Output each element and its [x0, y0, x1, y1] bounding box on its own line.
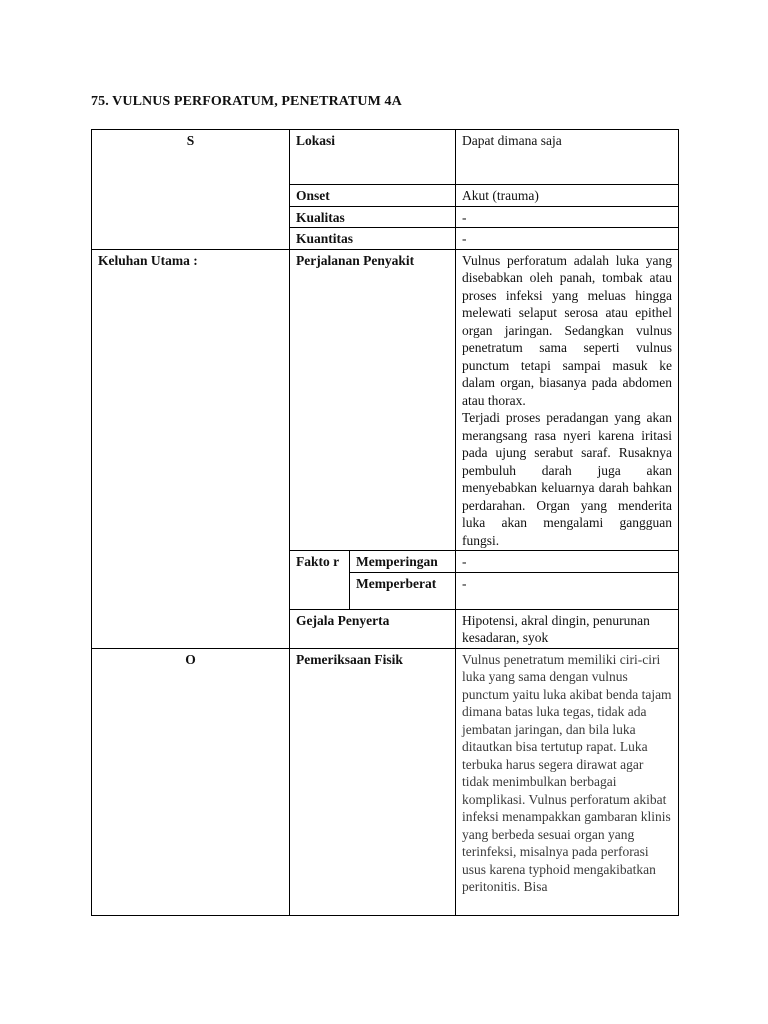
pemeriksaan-fisik-label: Pemeriksaan Fisik	[290, 648, 456, 915]
lokasi-label: Lokasi	[290, 130, 456, 185]
section-o-label: O	[92, 648, 290, 915]
pemeriksaan-fisik-value: Vulnus penetratum memiliki ciri-ciri luka yang sama dengan vulnus punctum yaitu luka akibat benda tajam dimana batas luka tegas, tidak ada jembatan jaringan, dan bila luka ditautkan bisa tertutup rapat. Luka terbuka harus segera dirawat agar tidak menimbulkan berbagai komplikasi. Vulnus perforatum akibat infeksi menampakkan gambaran klinis yang berbeda sesuai organ yang terinfeksi, misalnya pada perforasi usus karena typhoid mengakibatkan peritonitis. Bisa	[456, 648, 679, 915]
table-row	[92, 249, 679, 551]
memperingan-label: Memperingan	[350, 551, 456, 573]
kualitas-value: -	[456, 206, 679, 228]
soap-table	[91, 129, 679, 916]
lokasi-value: Dapat dimana saja	[456, 130, 679, 185]
perjalanan-paragraph-1: Vulnus perforatum adalah luka yang disebabkan oleh panah, tombak atau proses infeksi yang meluas hingga melewati selaput serosa atau epithel organ jaringan. Sedangkan vulnus penetratum sama seperti vulnus punctum tetapi sampai masuk ke dalam organ, biasanya pada abdomen atau thorax.	[462, 252, 672, 408]
onset-value: Akut (trauma)	[456, 185, 679, 207]
kuantitas-value: -	[456, 228, 679, 250]
perjalanan-penyakit-value	[456, 249, 679, 551]
keluhan-utama-label: Keluhan Utama :	[92, 249, 290, 648]
section-s-label: S	[92, 130, 290, 250]
memperberat-value: -	[456, 572, 679, 609]
gejala-penyerta-value: Hipotensi, akral dingin, penurunan kesadaran, syok	[456, 609, 679, 648]
table-row	[92, 648, 679, 915]
kuantitas-label: Kuantitas	[290, 228, 456, 250]
memperingan-value: -	[456, 551, 679, 573]
perjalanan-paragraph-2: Terjadi proses peradangan yang akan merangsang rasa nyeri karena iritasi pada ujung serabut saraf. Rusaknya pembuluh darah juga akan menyebabkan keluarnya darah bahkan perdarahan. Organ yang menderita luka akan mengalami gangguan fungsi.	[462, 410, 672, 548]
document-title: 75. VULNUS PERFORATUM, PENETRATUM 4A	[91, 94, 402, 109]
faktor-label: Fakto r	[290, 551, 350, 610]
kualitas-label: Kualitas	[290, 206, 456, 228]
memperberat-label: Memperberat	[350, 572, 456, 609]
onset-label: Onset	[290, 185, 456, 207]
gejala-penyerta-label: Gejala Penyerta	[290, 609, 456, 648]
perjalanan-penyakit-label: Perjalanan Penyakit	[290, 249, 456, 551]
table-row	[92, 130, 679, 185]
